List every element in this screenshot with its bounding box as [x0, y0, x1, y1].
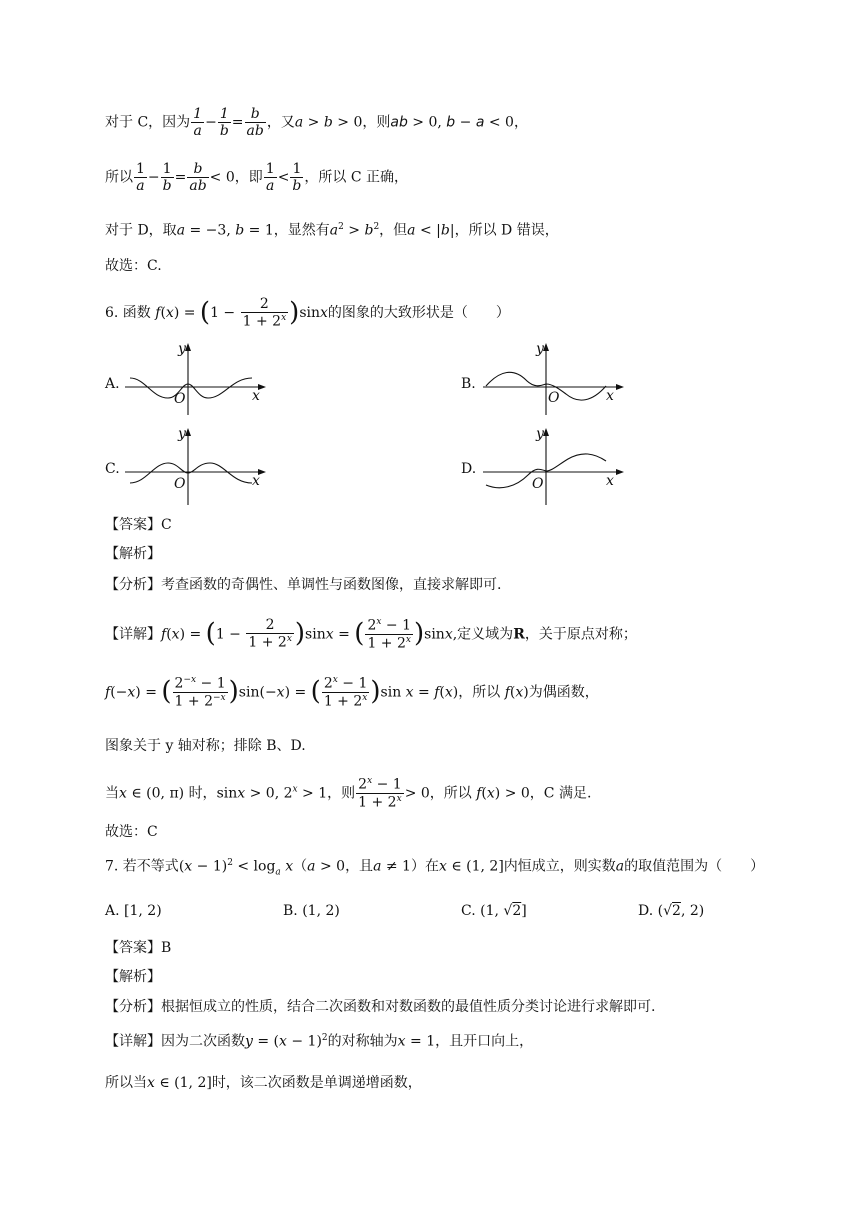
- option-d-label[interactable]: D.: [461, 461, 477, 477]
- answer-6: 【答案】C: [105, 517, 172, 533]
- y-axis-label: y: [536, 426, 544, 442]
- option-7c[interactable]: C. (1, √2]: [461, 903, 527, 919]
- analysis-6: 【分析】考查函数的奇偶性、单调性与函数图像，直接求解即可.: [105, 577, 502, 593]
- origin-label: O: [174, 391, 186, 407]
- y-axis-label: y: [536, 341, 544, 357]
- y-axis-label: y: [178, 426, 186, 442]
- option-c-label[interactable]: C.: [105, 461, 120, 477]
- select-line-5: 故选：C.: [105, 258, 162, 274]
- x-axis-label: x: [606, 473, 614, 489]
- graph-option-a[interactable]: [120, 340, 270, 420]
- option-a-label[interactable]: A.: [105, 376, 120, 392]
- symmetry-line: 图象关于 y 轴对称；排除 B、D.: [105, 738, 306, 754]
- x-axis-label: x: [252, 388, 260, 404]
- answer-7: 【答案】B: [105, 940, 172, 956]
- analysis-heading-6: 【解析】: [105, 546, 161, 562]
- graph-option-d[interactable]: [478, 425, 628, 510]
- analysis-heading-7: 【解析】: [105, 969, 161, 985]
- graph-option-c[interactable]: [120, 425, 270, 510]
- detail-7-line1: 【详解】因为二次函数$y = (x - 1)^2$的对称轴为x = 1，且开口向上，: [105, 1033, 534, 1050]
- question-7: 7. 若不等式$(x - 1)^2 < \log_a x(a > 0$，且a ≠ 1）在x ∈ (1, 2]内恒成立，则实数a的取值范围为（ ）: [105, 858, 765, 878]
- detail-6-line1: 【详解】f(x) = (1 − $\frac{2}{1 + 2^x}$ )sinx = ( $\frac{2^x - 1}{1 + 2^x}$ )sinx,定义域为R，关于原点对称；: [105, 617, 637, 652]
- line-d-proof: 对于 D，取a = −3, b = 1，显然有$a^2 > b^2$，但a < |b|，所以 D 错误，: [105, 222, 559, 239]
- option-7b[interactable]: B. (1, 2): [283, 903, 340, 919]
- detail-6-line2: f(−x) = ( $\frac{2^{-x} - 1}{1 + 2^{-x}}$ )sin(−x) = ( $\frac{2^x - 1}{1 + 2^x}$ )sin x = f(x)，所以 f(x)为偶函数，: [105, 675, 599, 710]
- question-6: 6. 函数 f(x) = (1 − $\frac{2}{1 + 2^x}$ )sinx的图象的大致形状是（ ）: [105, 296, 510, 330]
- origin-label: O: [174, 476, 186, 492]
- detail-7-line2: 所以当x ∈ (1, 2]时，该二次函数是单调递增函数，: [105, 1075, 422, 1091]
- y-axis-label: y: [178, 341, 186, 357]
- option-7a[interactable]: A. [1, 2): [105, 903, 162, 919]
- select-line-6: 故选：C: [105, 824, 158, 840]
- x-axis-label: x: [606, 388, 614, 404]
- origin-label: O: [548, 390, 560, 406]
- option-7d[interactable]: D. (√2, 2): [638, 903, 705, 919]
- graph-option-b[interactable]: [478, 340, 628, 420]
- when-line: 当x ∈ (0, π) 时，sinx > 0, $2^x > 1$，则 $\frac{2^x - 1}{1 + 2^x}$ > 0，所以 f(x) > 0，C 满足.: [105, 776, 592, 811]
- line-c-conclusion: 所以 $\frac{1}{a}$ − $\frac{1}{b}$ = $\frac{b}{ab}$ < 0，即 $\frac{1}{a}$ < $\frac{1}{b}$ ，所以 C 正确，: [105, 161, 409, 195]
- line-c-proof: 对于 C，因为 $\frac{1}{a}$ − $\frac{1}{b}$ = $\frac{b}{ab}$ ，又a > b > 0，则ab > 0, b − a < 0，: [105, 106, 528, 140]
- x-axis-label: x: [252, 473, 260, 489]
- option-b-label[interactable]: B.: [461, 376, 476, 392]
- origin-label: O: [532, 476, 544, 492]
- analysis-7: 【分析】根据恒成立的性质，结合二次函数和对数函数的最值性质分类讨论进行求解即可.: [105, 999, 656, 1015]
